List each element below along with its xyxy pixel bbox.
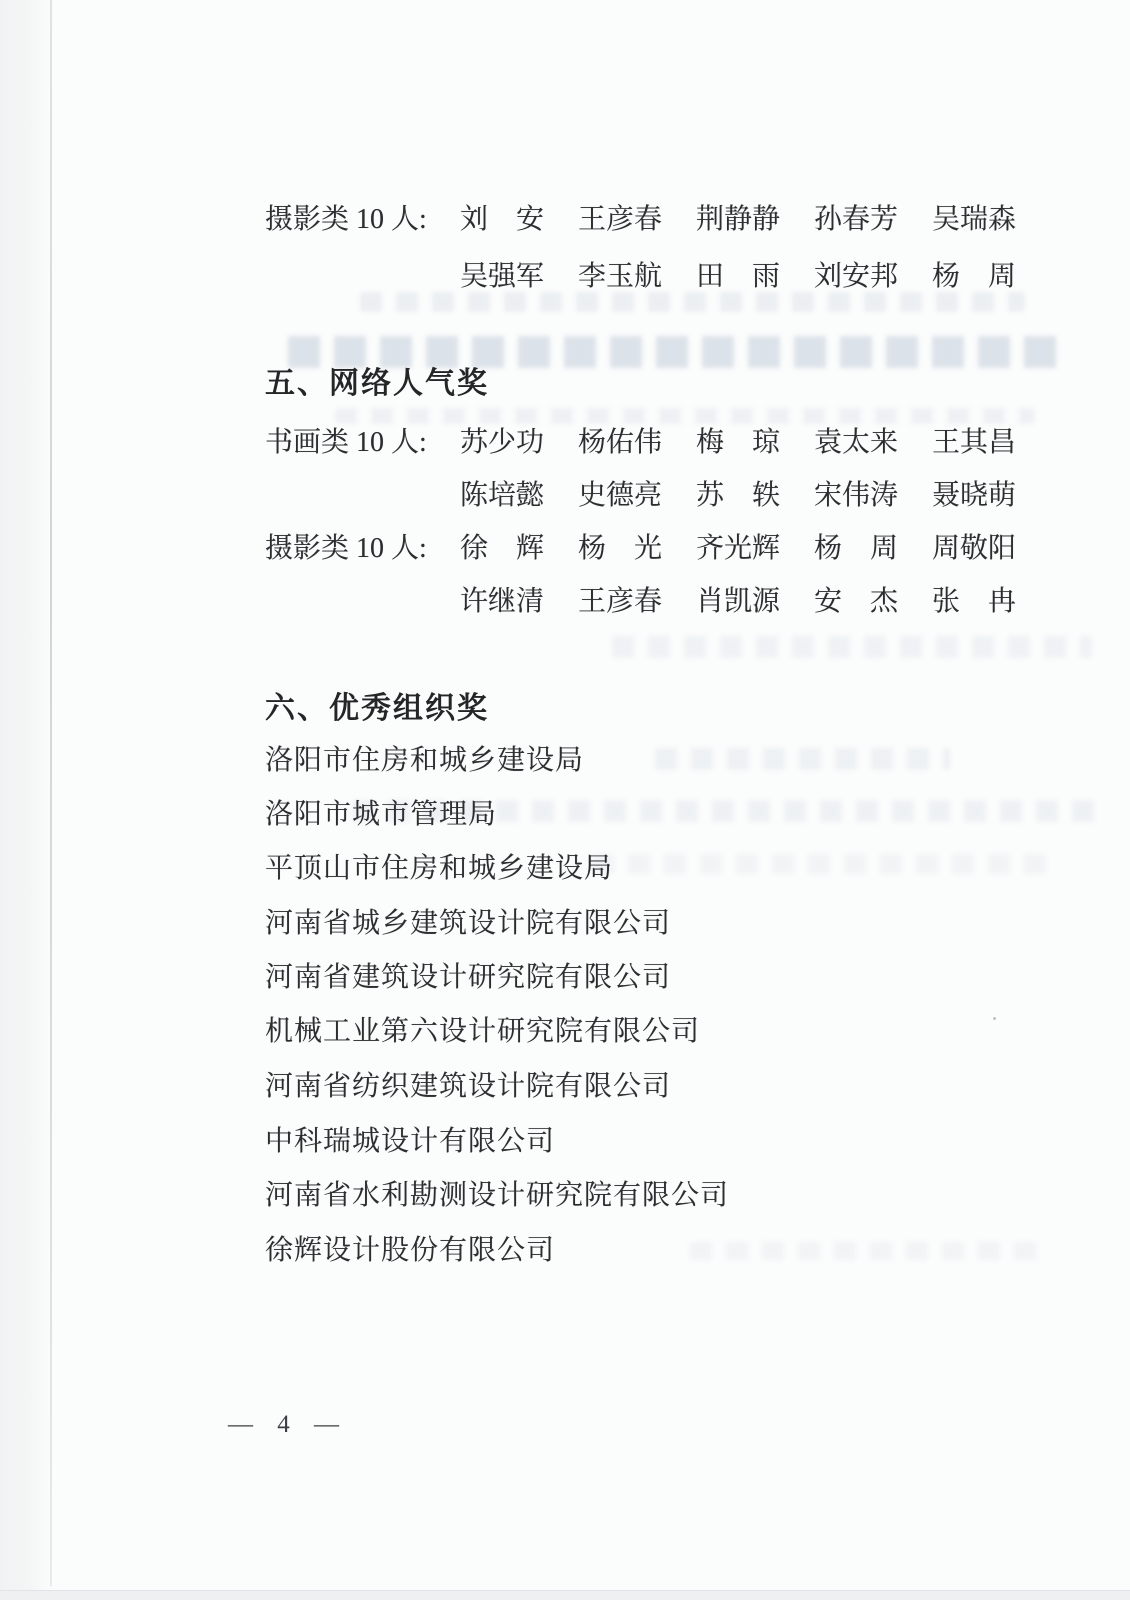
winner-name: 肖凯源 xyxy=(696,586,781,617)
winner-name: 田 雨 xyxy=(696,261,781,292)
winners-row xyxy=(265,426,1020,460)
winner-name: 周敬阳 xyxy=(932,533,1017,564)
winner-name: 安 杰 xyxy=(814,586,899,617)
winner-name: 李玉航 xyxy=(578,261,663,292)
winner-name: 陈培懿 xyxy=(460,480,545,511)
bleedthrough-artifact xyxy=(655,748,950,770)
winners-row xyxy=(265,479,1020,513)
page-fold-line xyxy=(50,0,52,1586)
winner-name: 杨佑伟 xyxy=(578,427,663,458)
winner-name: 孙春芳 xyxy=(814,204,899,235)
page-number: — 4 — xyxy=(228,1411,348,1438)
winner-names xyxy=(460,532,1020,566)
winner-name: 齐光辉 xyxy=(696,533,781,564)
category-label: 书画类 10 人: xyxy=(265,427,427,458)
winner-name: 徐 辉 xyxy=(460,533,545,564)
bleedthrough-artifact xyxy=(592,854,1057,874)
winner-names xyxy=(460,479,1020,513)
winner-name: 苏少功 xyxy=(460,427,545,458)
winner-name: 史德亮 xyxy=(578,480,663,511)
winner-name: 杨 周 xyxy=(814,533,899,564)
organization-name: 中科瑞城设计有限公司 xyxy=(265,1126,556,1157)
organization-name: 洛阳市住房和城乡建设局 xyxy=(265,745,585,776)
scan-left-edge xyxy=(0,0,52,1600)
winners-row xyxy=(265,532,1020,566)
winner-name: 王彦春 xyxy=(578,586,663,617)
winner-name: 王其昌 xyxy=(932,427,1017,458)
winner-name: 吴瑞森 xyxy=(932,204,1017,235)
bleedthrough-artifact xyxy=(335,408,1035,424)
winner-names xyxy=(460,203,1020,237)
winner-name: 梅 琼 xyxy=(696,427,781,458)
section-heading: 五、网络人气奖 xyxy=(265,367,489,400)
winner-name: 张 冉 xyxy=(932,586,1017,617)
winner-name: 刘安邦 xyxy=(814,261,899,292)
winner-name: 吴强军 xyxy=(460,261,545,292)
winner-names xyxy=(460,260,1020,294)
organization-name: 机械工业第六设计研究院有限公司 xyxy=(265,1016,701,1047)
dust-speck xyxy=(993,1017,996,1020)
bleedthrough-artifact xyxy=(690,1242,1040,1260)
winner-names xyxy=(460,426,1020,460)
winner-name: 聂晓萌 xyxy=(932,480,1017,511)
winner-name: 许继清 xyxy=(460,586,545,617)
winner-name: 袁太来 xyxy=(814,427,899,458)
organization-name: 河南省城乡建筑设计院有限公司 xyxy=(265,908,672,939)
scan-bottom-edge xyxy=(0,1590,1130,1600)
winners-row xyxy=(265,585,1020,619)
winner-name: 王彦春 xyxy=(578,204,663,235)
winners-row xyxy=(265,203,1020,237)
organization-name: 河南省建筑设计研究院有限公司 xyxy=(265,962,672,993)
winner-name: 宋伟涛 xyxy=(814,480,899,511)
winner-name: 杨 光 xyxy=(578,533,663,564)
organization-name: 河南省纺织建筑设计院有限公司 xyxy=(265,1071,672,1102)
category-label: 摄影类 10 人: xyxy=(265,533,427,564)
bleedthrough-artifact xyxy=(612,636,1092,658)
category-label: 摄影类 10 人: xyxy=(265,204,427,235)
winner-name: 刘 安 xyxy=(460,204,545,235)
winners-row xyxy=(265,260,1020,294)
organization-name: 洛阳市城市管理局 xyxy=(265,799,498,830)
winner-names xyxy=(460,585,1020,619)
bleedthrough-artifact xyxy=(360,292,1025,312)
organization-name: 平顶山市住房和城乡建设局 xyxy=(265,853,614,884)
organization-name: 徐辉设计股份有限公司 xyxy=(265,1235,556,1266)
winner-name: 杨 周 xyxy=(932,261,1017,292)
organization-name: 河南省水利勘测设计研究院有限公司 xyxy=(265,1180,730,1211)
section-heading: 六、优秀组织奖 xyxy=(265,692,489,725)
winner-name: 苏 轶 xyxy=(696,480,781,511)
bleedthrough-artifact xyxy=(288,336,1063,368)
winner-name: 荆静静 xyxy=(696,204,781,235)
